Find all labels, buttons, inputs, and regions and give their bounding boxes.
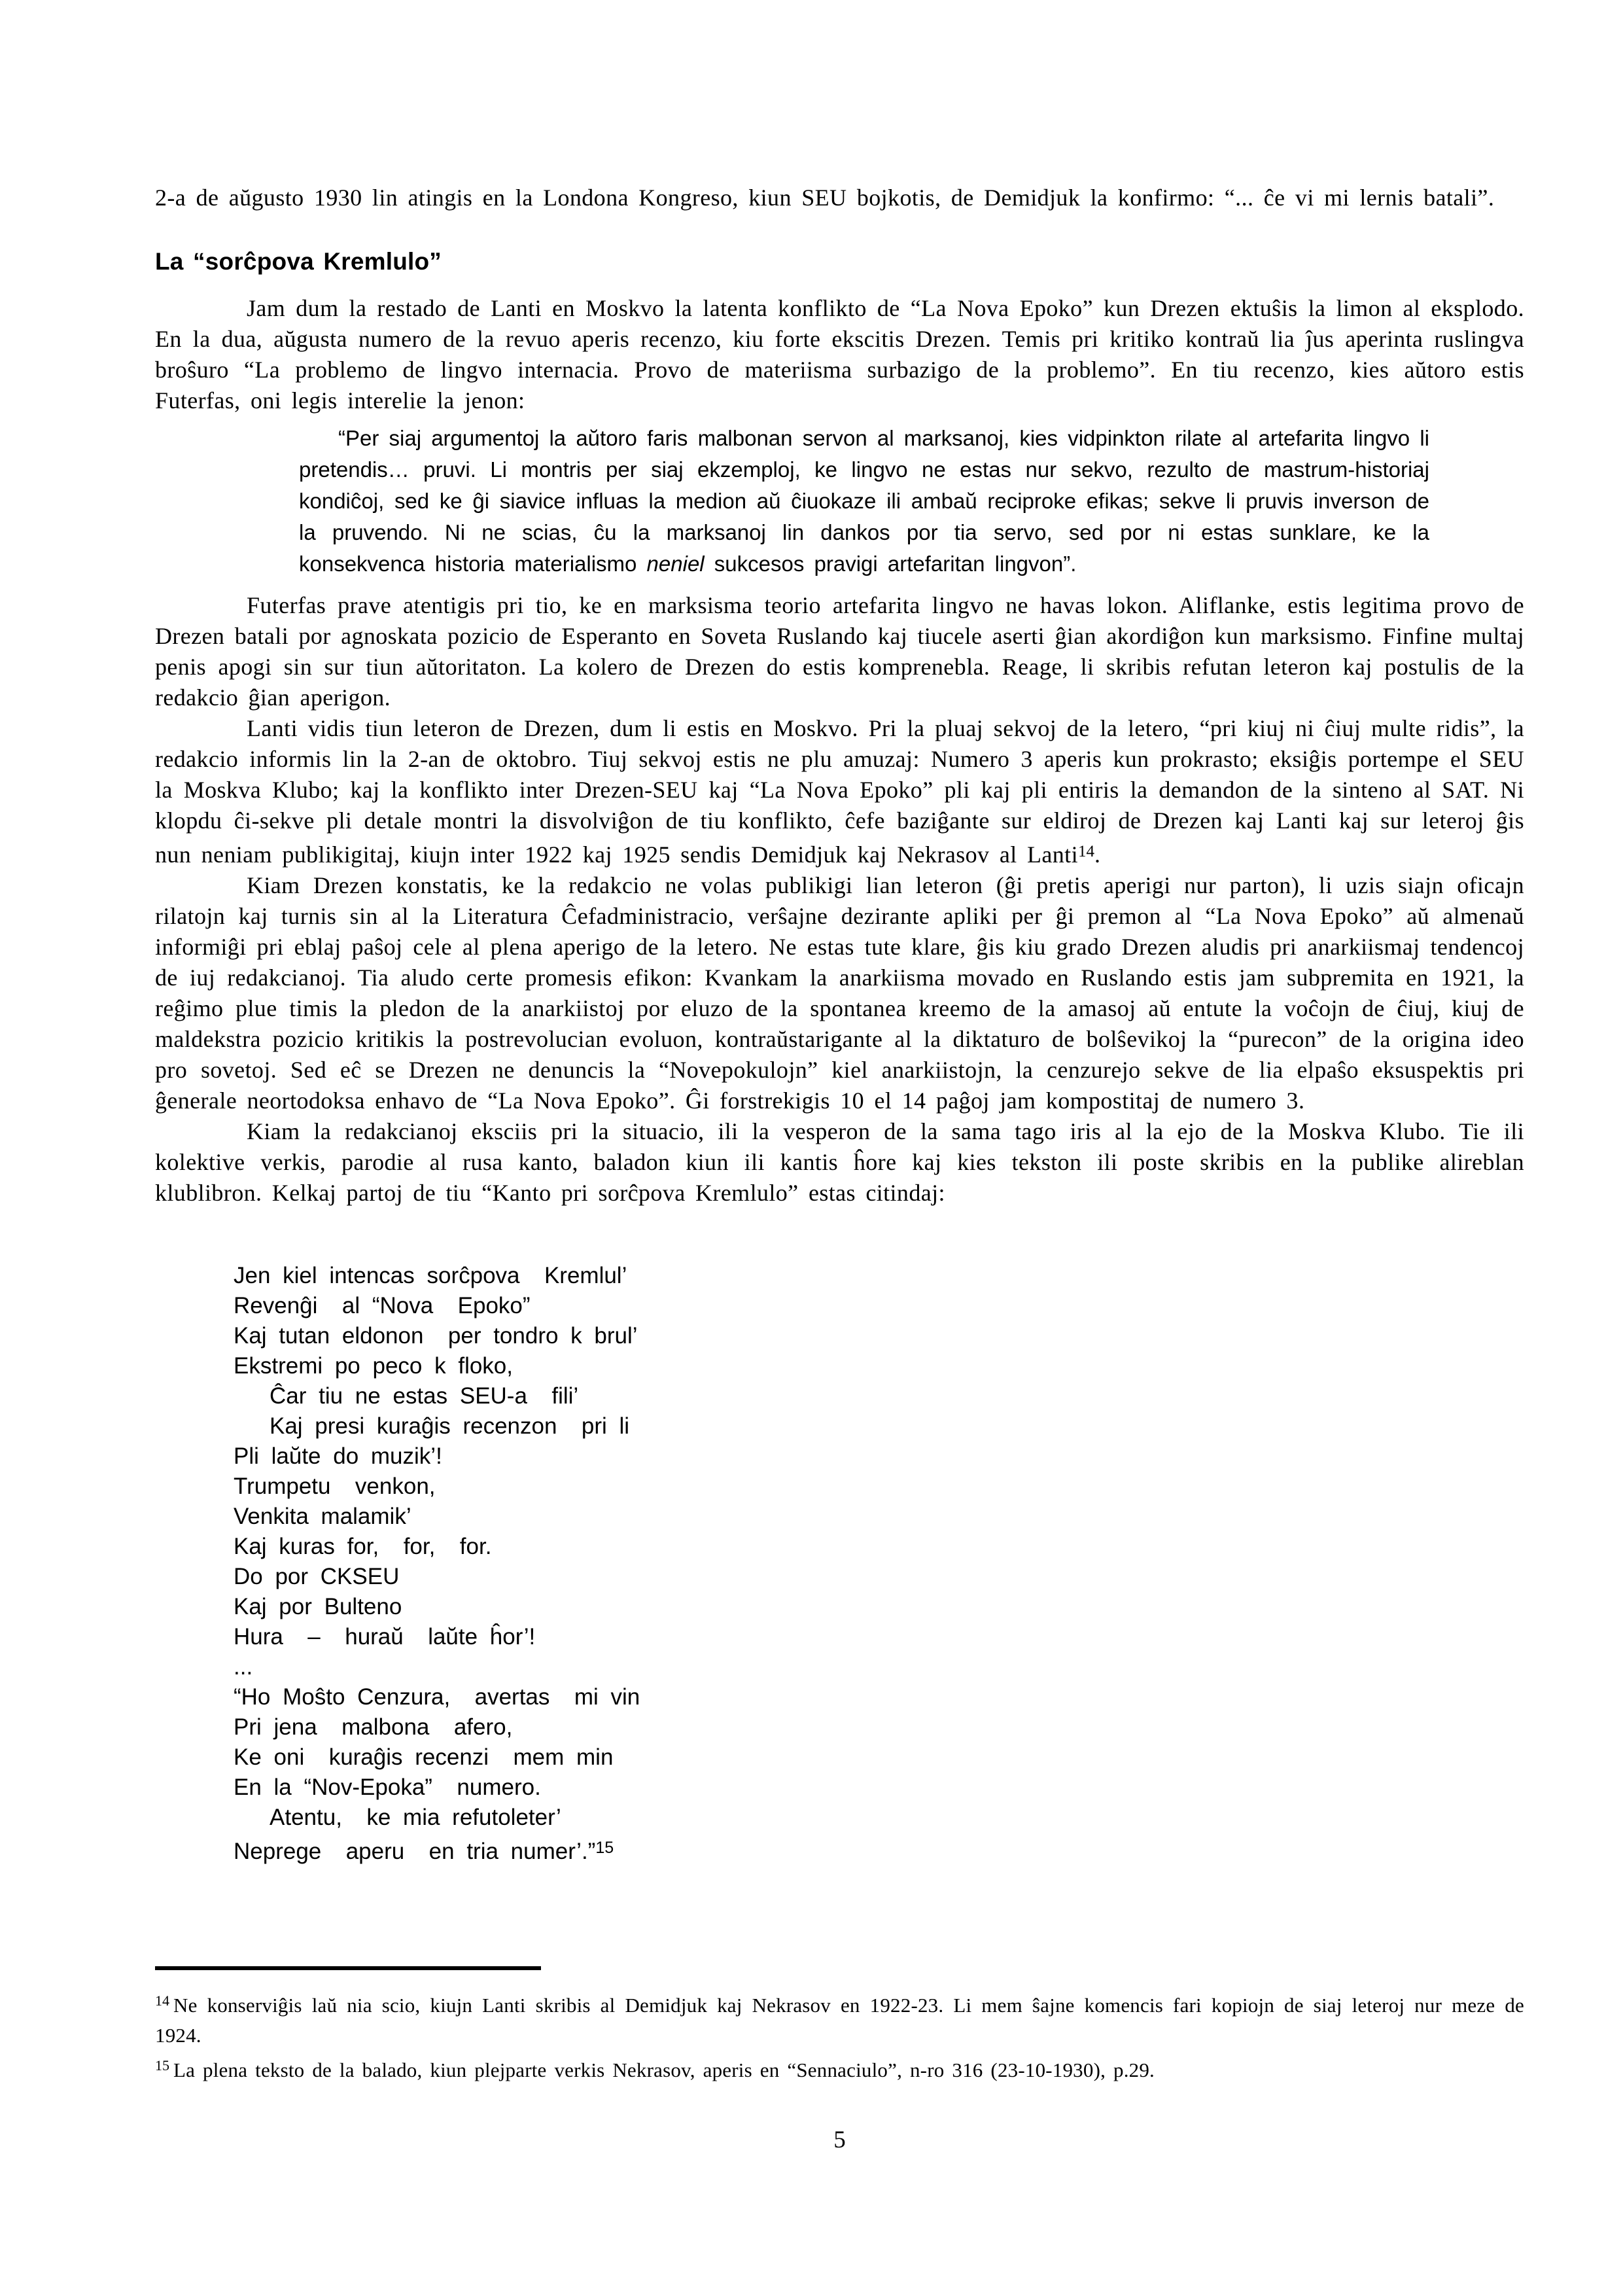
- footnote-ref-15: 15: [595, 1839, 614, 1857]
- footnote-separator: [155, 1966, 541, 1970]
- footnote-14-text: Ne konserviĝis laŭ nia scio, kiujn Lanti skribis al Demidjuk kaj Nekrasov en 1922-23. Li mem ŝajne komencis fari kopiojn de siaj leteroj nur meze de 1924.: [155, 1994, 1524, 2047]
- poem-line: En la “Nov-Epoka” numero.: [234, 1775, 541, 1800]
- paragraph-3: [155, 713, 1524, 870]
- poem-line: Trumpetu venkon,: [234, 1474, 436, 1499]
- paragraph-1: Jam dum la restado de Lanti en Moskvo la latenta konflikto de “La Nova Epoko” kun Drezen ektuŝis la limon al eksplodo. En la dua, aŭgusta numero de la revuo aperis recenzo, kiu forte ekscitis Drezen. Temis pri kritiko kontraŭ lia ĵus aperinta ruslingva broŝuro “La problemo de lingvo internacia. Provo de materiisma surbazigo de la problemo”. En tiu recenzo, kies aŭtoro estis Futerfas, oni legis interelie la jenon:: [155, 295, 1524, 414]
- poem-kanto-pri-sorchpova-kremlulo: [234, 1261, 1524, 1867]
- poem-line: Jen kiel intencas sorĉpova Kremlul’: [234, 1263, 627, 1288]
- footnote-15: [155, 2051, 1524, 2085]
- quote-text-end: sukcesos pravigi artefaritan lingvon”.: [704, 552, 1077, 576]
- poem-line: Venkita malamik’: [234, 1504, 411, 1529]
- paragraph-3-end: .: [1094, 841, 1101, 868]
- poem-line: Pli laŭte do muzik’!: [234, 1443, 442, 1469]
- footnote-ref-14: 14: [1077, 843, 1094, 860]
- poem-line: “Ho Moŝto Cenzura, avertas mi vin: [234, 1684, 640, 1710]
- poem-line: ...: [234, 1654, 253, 1680]
- paragraph-3-text: Lanti vidis tiun leteron de Drezen, dum li estis en Moskvo. Pri la pluaj sekvoj de la letero, “pri kiuj ni ĉiuj multe ridis”, la redakcio informis lin la 2-an de oktobro. Tiuj sekvoj estis ne plu amuzaj: Numero 3 aperis kun prokrasto; eksiĝis portempe el SEU la Moskva Klubo; kaj la konflikto inter Drezen-SEU kaj “La Nova Epoko” pli kaj pli entiris la demandon de la sinteno al SAT. Ni klopdu ĉi-sekve pli detale montri la disvolviĝon de tiu konflikto, ĉefe baziĝante sur eldiroj de Drezen kaj Lanti kaj sur leteroj ĝis nun neniam publikigitaj, kiujn inter 1922 kaj 1925 sendis Demidjuk kaj Nekrasov al Lanti: [155, 715, 1524, 868]
- quote-italic-word: neniel: [646, 552, 705, 576]
- footnote-14-number: 14: [155, 1992, 169, 2009]
- poem-line: Kaj kuras for, for, for.: [234, 1534, 492, 1559]
- poem-line: Kaj presi kuraĝis recenzon pri li: [270, 1413, 630, 1439]
- poem-line-last: Neprege aperu en tria numer’.”$^{15}$: [234, 1839, 614, 1864]
- paragraph-4: Kiam Drezen konstatis, ke la redakcio ne volas publikigi lian leteron (ĝi pretis aperigi nur parton), li uzis siajn oficajn rilatojn kaj turnis sin al la Literatura Ĉefadministracio, verŝajne dezirante apliki per ĝi premon al “La Nova Epoko” aŭ almenaŭ informiĝi pri eblaj paŝoj cele al plena aperigo de la letero. Ne estas tute klare, ĝis kiu grado Drezen aludis pri anarkiismaj tendencoj de iuj redakcianoj. Tia aludo certe promesis efikon: Kvankam la anarkiisma movado en Ruslando estis jam subpremita en 1921, la reĝimo plue timis la pledon de la anarkiistoj por eluzo de la spontanea kreemo de la amasoj aŭ entute la voĉojn de ĉiuj, kiuj de maldekstra pozicio kritikis la postrevolucian evoluon, kontraŭstarigante al la diktaturo de bolŝevikoj la “purecon” de la origina ideo pro sovetoj. Sed eĉ se Drezen ne denuncis la “Novepokulojn” kiel anarkiistojn, la cenzurejo sekve de lia elpaŝo eksuspektis pri ĝenerale neortodoksa enhavo de “La Nova Epoko”. Ĝi forstrekigis 10 el 14 paĝoj jam kompostitaj de numero 3.: [155, 872, 1524, 1114]
- poem-line: Ekstremi po peco k floko,: [234, 1353, 513, 1379]
- footnote-15-text: La plena teksto de la balado, kiun plejparte verkis Nekrasov, aperis en “Sennaciulo”, n-ro 316 (23-10-1930), p.29.: [173, 2058, 1155, 2081]
- poem-line: Atentu, ke mia refutoleter’: [270, 1805, 561, 1830]
- poem-line: Revenĝi al “Nova Epoko”: [234, 1293, 531, 1318]
- block-quote: [299, 423, 1429, 580]
- quote-text: “Per siaj argumentoj la aŭtoro faris malbonan servon al marksanoj, kies vidpinkton rilate al artefarita lingvo li pretendis… pruvi. Li montris per siaj ekzemploj, ke lingvo ne estas nur sekvo, rezulto de mastrum-historiaj kondiĉoj, sed ke ĝi siavice influas la medion aŭ ĉiuokaze ili ambaŭ reciproke efikas; sekve li pruvis inverson de la pruvendo. Ni ne scias, ĉu la marksanoj lin dankos por tia servo, sed por ni estas sunklare, ke la konsekvenca historia materialismo: [299, 426, 1429, 576]
- poem-line: Ke oni kuraĝis recenzi mem min: [234, 1744, 614, 1770]
- footnote-15-number: 15: [155, 2057, 169, 2074]
- page-number: 5: [833, 2127, 846, 2153]
- intro-paragraph: 2-a de aŭgusto 1930 lin atingis en la Londona Kongreso, kiun SEU bojkotis, de Demidjuk la konfirmo: “... ĉe vi mi lernis batali”.: [155, 185, 1495, 211]
- poem-line: Kaj por Bulteno: [234, 1594, 402, 1619]
- poem-line: Do por CKSEU: [234, 1564, 400, 1589]
- paragraph-2: Futerfas prave atentigis pri tio, ke en marksisma teorio artefarita lingvo ne havas lokon. Aliflanke, estis legitima provo de Drezen batali por agnoskata pozicio de Esperanto en Soveta Ruslando kaj tiucele aserti ĝian akordiĝon kun marksismo. Finfine multaj penis apogi sin sur tiun aŭtoritaton. La kolero de Drezen do estis komprenebla. Reage, li skribis refutan leteron kaj postulis de la redakcio ĝian aperigon.: [155, 592, 1524, 711]
- paragraph-5: Kiam la redakcianoj eksciis pri la situacio, ili la vesperon de la sama tago iris al la ejo de la Moskva Klubo. Tie ili kolektive verkis, parodie al rusa kanto, baladon kiun ili kantis ĥore kaj kies tekston ili poste skribis en la publike alireblan klublibron. Kelkaj partoj de tiu “Kanto pri sorĉpova Kremlulo” estas citindaj:: [155, 1118, 1524, 1206]
- footnote-14: [155, 1986, 1524, 2051]
- poem-line: Pri jena malbona afero,: [234, 1714, 513, 1740]
- poem-line: Ĉar tiu ne estas SEU-a fili’: [270, 1383, 579, 1409]
- section-heading: La “sorĉpova Kremlulo”: [155, 248, 442, 275]
- poem-line: Kaj tutan eldonon per tondro k brul’: [234, 1323, 638, 1349]
- poem-line: Hura – huraŭ laŭte ĥor’!: [234, 1624, 536, 1650]
